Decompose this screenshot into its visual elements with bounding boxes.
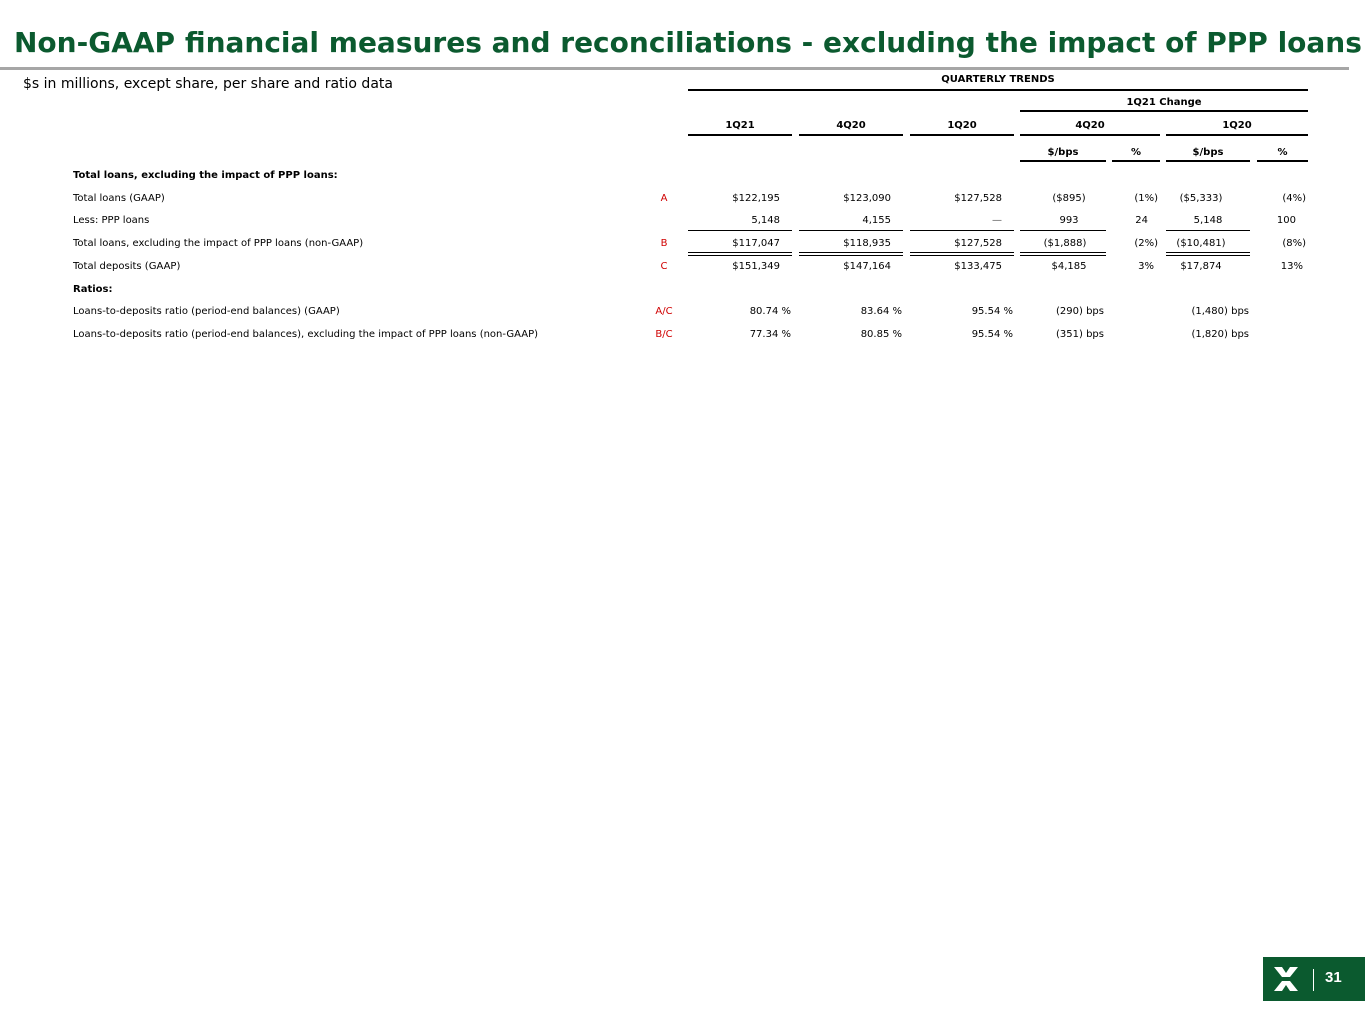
cell-chg-1q20-amount: 5,148 — [1193, 215, 1223, 226]
sub-bps-header: $/bps — [1192, 147, 1224, 158]
units-note: $s in millions, except share, per share and ratio data — [23, 76, 393, 92]
cell-chg-4q20-amount: ($1,888) — [1043, 238, 1087, 249]
page-title: Non-GAAP financial measures and reconciliations - excluding the impact of PPP loans — [14, 26, 1362, 59]
row-label: Less: PPP loans — [73, 215, 150, 226]
total-double-rule — [1166, 252, 1250, 253]
cell-chg-1q20-amount: ($5,333) — [1179, 193, 1223, 204]
cell-4q20: 83.64 % — [860, 306, 902, 317]
cell-chg-4q20-amount: (290) bps — [1056, 306, 1104, 317]
col-rule — [799, 134, 903, 136]
cell-1q20: 95.54 % — [971, 306, 1013, 317]
change-group-header: 1Q21 Change — [1126, 97, 1202, 108]
col-rule — [1020, 134, 1160, 136]
cell-chg-4q20-amount: $4,185 — [1051, 261, 1087, 272]
row-ref: A — [660, 193, 668, 204]
subtotal-rule — [910, 230, 1014, 231]
cell-chg-1q20-amount: ($10,481) — [1176, 238, 1226, 249]
total-double-rule — [688, 252, 792, 253]
cell-1q20: $133,475 — [954, 261, 1002, 272]
row-ref: A/C — [655, 306, 673, 317]
subtotal-rule — [1020, 230, 1106, 231]
cell-4q20: $123,090 — [843, 193, 891, 204]
col-rule — [1166, 134, 1308, 136]
cell-4q20: $118,935 — [843, 238, 891, 249]
cell-chg-4q20-pct: (1%) — [1134, 193, 1158, 204]
cell-chg-4q20-amount: (351) bps — [1056, 329, 1104, 340]
header-rule — [688, 89, 1308, 91]
chg-4q20-header: 4Q20 — [1075, 120, 1105, 131]
cell-chg-1q20-amount: $17,874 — [1180, 261, 1222, 272]
row-ref: C — [660, 261, 668, 272]
cell-1q20: $127,528 — [954, 238, 1002, 249]
cell-1q20: 95.54 % — [971, 329, 1013, 340]
citizens-logo-icon — [1272, 965, 1300, 993]
row-label: Loans-to-deposits ratio (period-end balances), excluding the impact of PPP loans (non-GAAP) — [73, 329, 539, 340]
footer-divider — [1313, 969, 1314, 991]
cell-4q20: 4,155 — [862, 215, 891, 226]
total-double-rule — [1166, 255, 1250, 256]
footer-badge — [1263, 957, 1365, 1001]
col-rule — [688, 134, 792, 136]
row-label: Total deposits (GAAP) — [73, 261, 181, 272]
cell-chg-1q20-amount: (1,820) bps — [1191, 329, 1249, 340]
page-number: 31 — [1325, 969, 1342, 986]
cell-chg-4q20-pct: 3% — [1138, 261, 1154, 272]
row-ref: B/C — [655, 329, 673, 340]
sub-rule — [1112, 160, 1160, 162]
col-rule — [910, 134, 1014, 136]
row-label: Loans-to-deposits ratio (period-end balances) (GAAP) — [73, 306, 340, 317]
sub-bps-header: $/bps — [1047, 147, 1079, 158]
cell-chg-1q20-pct: (8%) — [1282, 238, 1306, 249]
subtotal-rule — [688, 230, 792, 231]
subtotal-rule — [1166, 230, 1250, 231]
sub-rule — [1166, 160, 1250, 162]
total-double-rule — [1020, 252, 1106, 253]
cell-1q20: $127,528 — [954, 193, 1002, 204]
sub-rule — [1257, 160, 1308, 162]
cell-chg-4q20-pct: (2%) — [1134, 238, 1158, 249]
cell-chg-1q20-pct: 100 — [1276, 215, 1296, 226]
chg-1q20-header: 1Q20 — [1222, 120, 1252, 131]
quarterly-trends-header: QUARTERLY TRENDS — [941, 74, 1055, 85]
total-double-rule — [1020, 255, 1106, 256]
section-label-ratios: Ratios: — [73, 284, 113, 295]
cell-chg-1q20-pct: (4%) — [1282, 193, 1306, 204]
col-1q20-header: 1Q20 — [947, 120, 977, 131]
cell-chg-4q20-amount: 993 — [1059, 215, 1079, 226]
change-rule — [1020, 110, 1308, 112]
section-label-total-loans: Total loans, excluding the impact of PPP loans: — [73, 170, 338, 181]
total-double-rule — [910, 255, 1014, 256]
col-4q20-header: 4Q20 — [836, 120, 866, 131]
cell-1q21: $122,195 — [732, 193, 780, 204]
row-ref: B — [660, 238, 668, 249]
sub-pct-header: % — [1277, 147, 1288, 158]
cell-1q21: 5,148 — [751, 215, 780, 226]
sub-rule — [1020, 160, 1106, 162]
row-label: Total loans, excluding the impact of PPP loans (non-GAAP) — [73, 238, 364, 249]
total-double-rule — [799, 252, 903, 253]
cell-1q21: 77.34 % — [749, 329, 791, 340]
cell-1q21: $151,349 — [732, 261, 780, 272]
cell-chg-1q20-pct: 13% — [1280, 261, 1303, 272]
sub-pct-header: % — [1130, 147, 1142, 158]
row-label: Total loans (GAAP) — [73, 193, 165, 204]
total-double-rule — [799, 255, 903, 256]
total-double-rule — [688, 255, 792, 256]
col-1q21-header: 1Q21 — [725, 120, 755, 131]
cell-chg-4q20-pct: 24 — [1135, 215, 1148, 226]
total-double-rule — [910, 252, 1014, 253]
cell-1q21: 80.74 % — [749, 306, 791, 317]
cell-chg-1q20-amount: (1,480) bps — [1191, 306, 1249, 317]
cell-4q20: $147,164 — [843, 261, 891, 272]
title-divider — [0, 67, 1349, 70]
cell-1q21: $117,047 — [732, 238, 780, 249]
cell-4q20: 80.85 % — [860, 329, 902, 340]
cell-chg-4q20-amount: ($895) — [1052, 193, 1086, 204]
subtotal-rule — [799, 230, 903, 231]
cell-1q20: — — [992, 215, 1002, 226]
